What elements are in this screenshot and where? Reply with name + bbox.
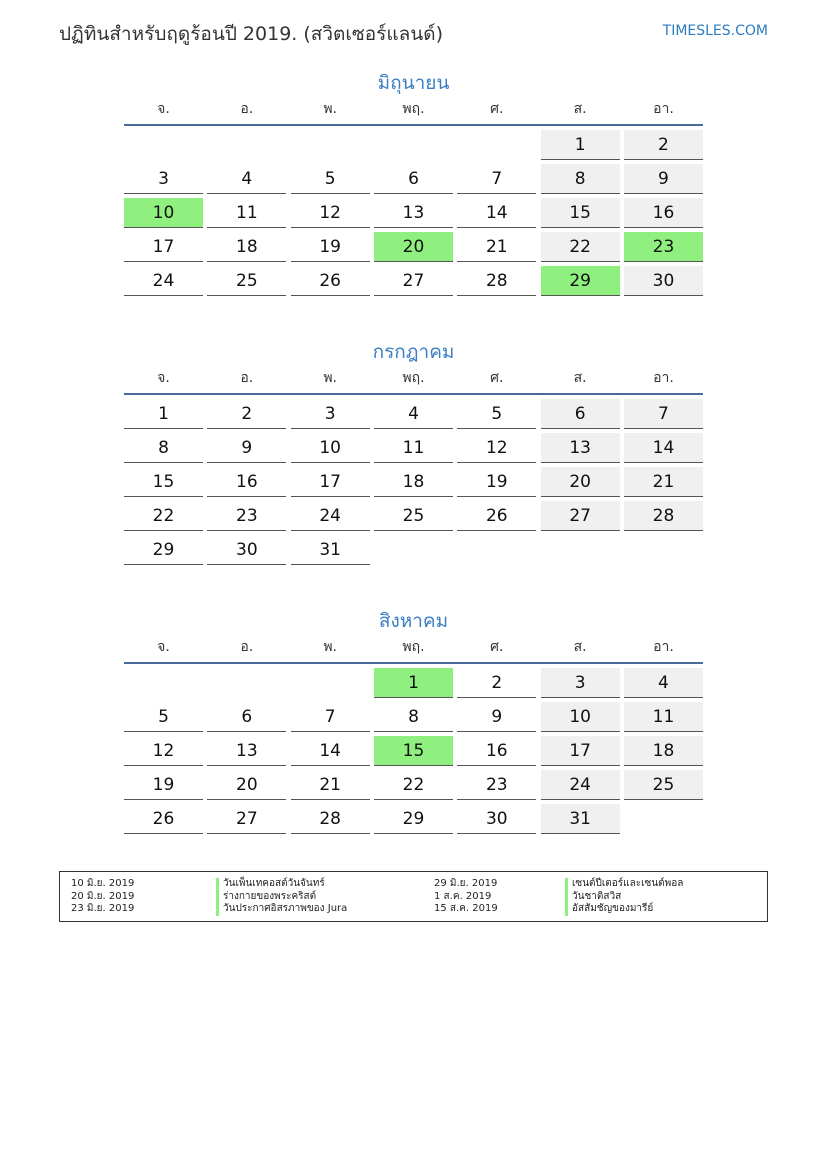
empty-cell [374, 130, 453, 160]
day-cell: 6 [207, 702, 286, 732]
weekday-label: ส. [573, 101, 587, 117]
day-cell: 24 [541, 770, 620, 800]
day-cell: 16 [207, 467, 286, 497]
day-cell: 4 [624, 668, 703, 698]
day-cell: 4 [374, 399, 453, 429]
weekday-label: พ. [323, 639, 337, 655]
empty-cell [291, 130, 370, 160]
day-cell: 27 [541, 501, 620, 531]
day-cell: 19 [457, 467, 536, 497]
weekday-label: อ. [240, 101, 254, 117]
day-cell: 23 [207, 501, 286, 531]
day-cell: 25 [374, 501, 453, 531]
legend-holiday-name: วันประกาศอิสรภาพของ Jura [216, 903, 347, 916]
day-cell: 6 [541, 399, 620, 429]
holiday-day-cell: 1 [374, 668, 453, 698]
day-cell: 15 [124, 467, 203, 497]
weekday-label: ส. [573, 639, 587, 655]
holiday-day-cell: 10 [124, 198, 203, 228]
month-block [124, 606, 703, 834]
day-cell: 7 [457, 164, 536, 194]
empty-cell [457, 130, 536, 160]
day-cell: 8 [124, 433, 203, 463]
empty-cell [124, 668, 203, 698]
legend-holiday-name: เซนต์ปีเตอร์และเซนต์พอล [565, 878, 683, 891]
day-cell: 21 [457, 232, 536, 262]
day-cell: 23 [457, 770, 536, 800]
weekday-label: พ. [323, 370, 337, 386]
day-cell: 12 [457, 433, 536, 463]
month-name: สิงหาคม [378, 610, 449, 632]
day-cell: 3 [124, 164, 203, 194]
day-cell: 28 [457, 266, 536, 296]
day-cell: 13 [541, 433, 620, 463]
legend-holiday-name: วันชาติสวิส [565, 891, 621, 904]
day-cell: 11 [624, 702, 703, 732]
day-cell: 18 [207, 232, 286, 262]
day-cell: 17 [291, 467, 370, 497]
legend-holiday-name: วันเพ็นเทคอสต์วันจันทร์ [216, 878, 325, 891]
weekday-label: อ. [240, 639, 254, 655]
legend-item [60, 878, 767, 891]
weekday-label: พฤ. [402, 101, 425, 117]
day-cell: 31 [291, 535, 370, 565]
day-cell: 1 [541, 130, 620, 160]
legend-date: 10 มิ.ย. 2019 [71, 878, 135, 889]
day-cell: 28 [291, 804, 370, 834]
holiday-legend [59, 871, 768, 922]
day-cell: 16 [457, 736, 536, 766]
day-cell: 1 [124, 399, 203, 429]
day-grid [124, 668, 703, 834]
weekday-label: ศ. [490, 639, 504, 655]
weekday-label: ส. [573, 370, 587, 386]
day-cell: 12 [291, 198, 370, 228]
day-cell: 8 [541, 164, 620, 194]
legend-item [60, 903, 767, 916]
day-cell: 30 [624, 266, 703, 296]
day-cell: 7 [624, 399, 703, 429]
day-cell: 27 [374, 266, 453, 296]
weekday-label: จ. [157, 370, 170, 386]
legend-date: 1 ส.ค. 2019 [434, 890, 492, 902]
day-cell: 10 [541, 702, 620, 732]
day-cell: 2 [457, 668, 536, 698]
day-cell: 25 [207, 266, 286, 296]
day-cell: 4 [207, 164, 286, 194]
day-cell: 29 [374, 804, 453, 834]
weekday-label: อา. [653, 370, 674, 386]
weekday-label: พ. [323, 101, 337, 117]
holiday-day-cell: 23 [624, 232, 703, 262]
day-cell: 3 [291, 399, 370, 429]
day-cell: 2 [207, 399, 286, 429]
day-cell: 5 [124, 702, 203, 732]
weekday-header [124, 98, 703, 126]
weekday-label: พฤ. [402, 639, 425, 655]
day-cell: 26 [457, 501, 536, 531]
day-cell: 13 [207, 736, 286, 766]
day-cell: 17 [124, 232, 203, 262]
weekday-label: ศ. [490, 101, 504, 117]
weekday-label: อา. [653, 639, 674, 655]
day-cell: 25 [624, 770, 703, 800]
day-cell: 27 [207, 804, 286, 834]
day-cell: 29 [124, 535, 203, 565]
site-link[interactable]: TIMESLES.COM [662, 23, 768, 39]
day-cell: 24 [291, 501, 370, 531]
empty-cell [291, 668, 370, 698]
legend-date: 15 ส.ค. 2019 [434, 903, 498, 914]
day-grid [124, 399, 703, 565]
day-cell: 26 [291, 266, 370, 296]
day-cell: 28 [624, 501, 703, 531]
weekday-label: พฤ. [402, 370, 425, 386]
day-cell: 6 [374, 164, 453, 194]
month-name: กรกฎาคม [372, 341, 455, 363]
day-cell: 30 [457, 804, 536, 834]
month-name: มิถุนายน [377, 72, 450, 94]
day-cell: 5 [457, 399, 536, 429]
holiday-day-cell: 15 [374, 736, 453, 766]
legend-date: 23 มิ.ย. 2019 [71, 903, 135, 914]
day-cell: 12 [124, 736, 203, 766]
day-cell: 5 [291, 164, 370, 194]
day-cell: 26 [124, 804, 203, 834]
day-cell: 18 [374, 467, 453, 497]
day-cell: 9 [457, 702, 536, 732]
day-cell: 14 [457, 198, 536, 228]
day-cell: 16 [624, 198, 703, 228]
weekday-label: อ. [240, 370, 254, 386]
day-cell: 10 [291, 433, 370, 463]
day-cell: 19 [291, 232, 370, 262]
day-cell: 20 [541, 467, 620, 497]
day-cell: 24 [124, 266, 203, 296]
weekday-label: จ. [157, 101, 170, 117]
day-cell: 11 [207, 198, 286, 228]
day-cell: 13 [374, 198, 453, 228]
day-cell: 14 [291, 736, 370, 766]
day-cell: 22 [124, 501, 203, 531]
legend-item [60, 891, 767, 904]
legend-holiday-name: ร่างกายของพระคริสต์ [216, 891, 316, 904]
day-cell: 21 [624, 467, 703, 497]
holiday-day-cell: 29 [541, 266, 620, 296]
legend-holiday-name: อัสสัมชัญของมารีย์ [565, 903, 653, 916]
day-cell: 19 [124, 770, 203, 800]
day-cell: 31 [541, 804, 620, 834]
empty-cell [207, 130, 286, 160]
day-cell: 11 [374, 433, 453, 463]
weekday-label: ศ. [490, 370, 504, 386]
day-cell: 14 [624, 433, 703, 463]
day-cell: 17 [541, 736, 620, 766]
month-block [124, 68, 703, 296]
day-grid [124, 130, 703, 296]
day-cell: 15 [541, 198, 620, 228]
day-cell: 9 [207, 433, 286, 463]
day-cell: 22 [541, 232, 620, 262]
holiday-day-cell: 20 [374, 232, 453, 262]
day-cell: 8 [374, 702, 453, 732]
empty-cell [124, 130, 203, 160]
page-title: ปฏิทินสำหรับฤดูร้อนปี 2019. (สวิตเซอร์แลนด์) [59, 23, 444, 45]
day-cell: 7 [291, 702, 370, 732]
day-cell: 20 [207, 770, 286, 800]
day-cell: 30 [207, 535, 286, 565]
day-cell: 2 [624, 130, 703, 160]
day-cell: 21 [291, 770, 370, 800]
weekday-label: อา. [653, 101, 674, 117]
weekday-header [124, 636, 703, 664]
day-cell: 3 [541, 668, 620, 698]
day-cell: 9 [624, 164, 703, 194]
legend-date: 29 มิ.ย. 2019 [434, 878, 498, 889]
weekday-header [124, 367, 703, 395]
empty-cell [207, 668, 286, 698]
day-cell: 22 [374, 770, 453, 800]
weekday-label: จ. [157, 639, 170, 655]
month-block [124, 337, 703, 565]
day-cell: 18 [624, 736, 703, 766]
legend-date: 20 มิ.ย. 2019 [71, 890, 135, 902]
